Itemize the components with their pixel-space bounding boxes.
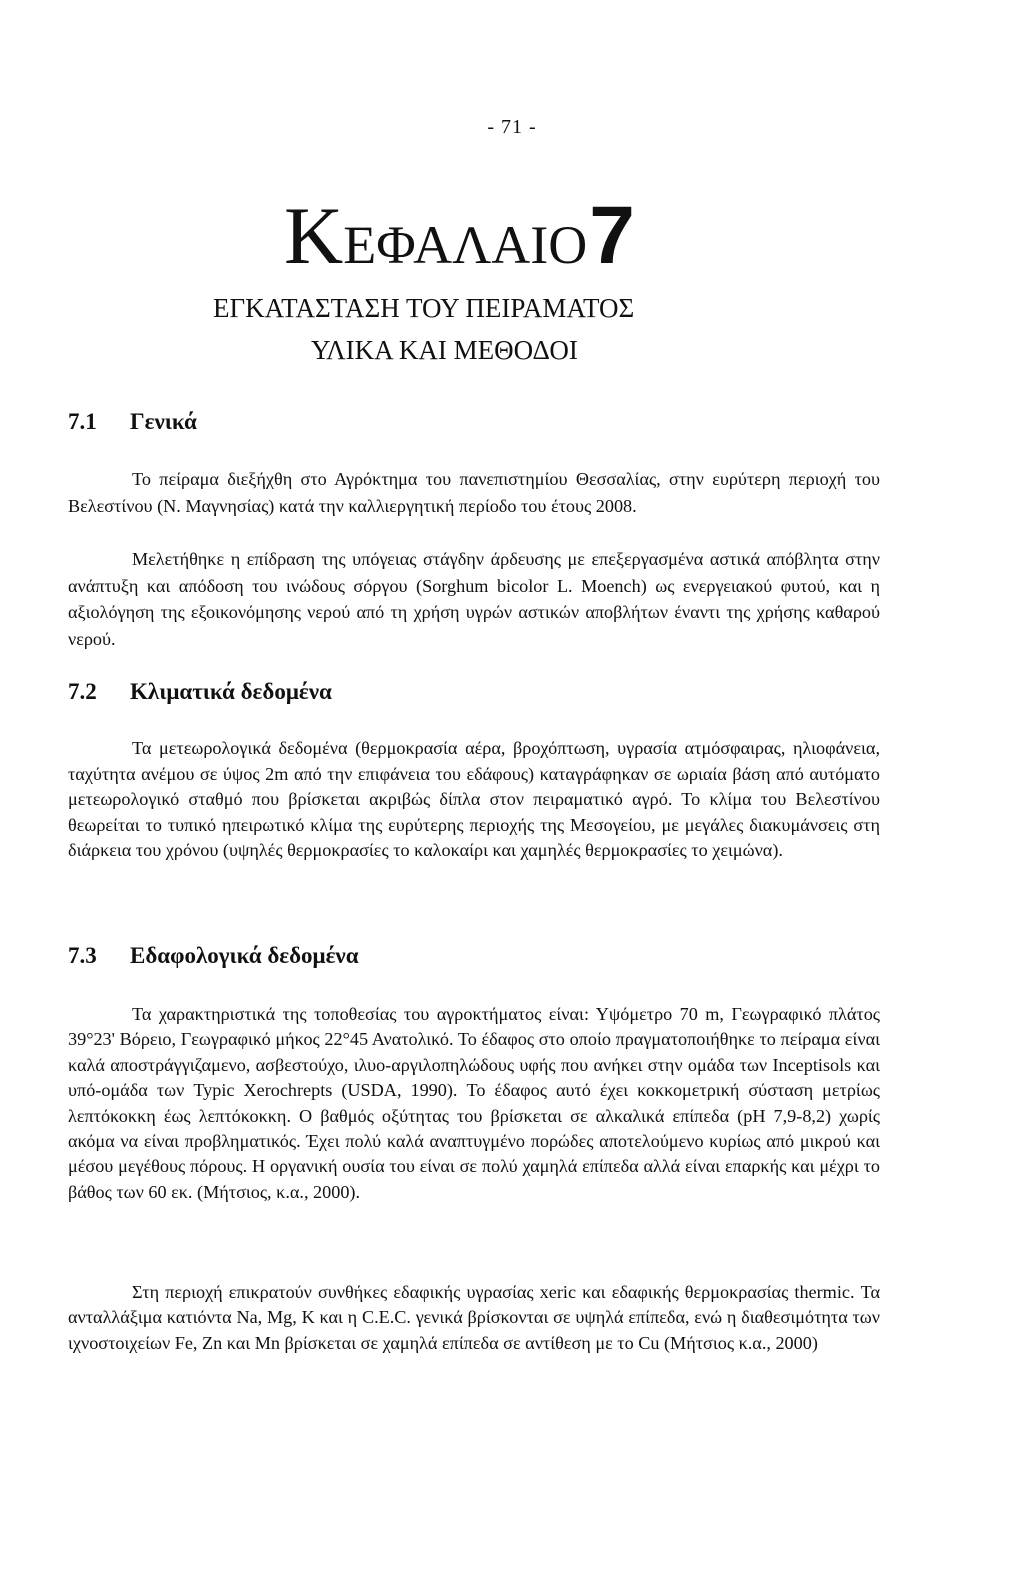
section-heading-7-2	[68, 678, 332, 706]
section-title: Κλιματικά δεδομένα	[130, 679, 332, 704]
paragraph-7-2-a: Τα μετεωρολογικά δεδομένα (θερμοκρασία αέρα, βροχόπτωση, υγρασία ατμόσφαιρας, ηλιοφάνεια, ταχύτητα ανέμου σε ύψος 2m από την επιφάνεια του εδάφους) καταγράφηκαν σε ωριαία βάση από αυτόματο μετεωρολογικό σταθμό που βρίσκεται ακριβώς δίπλα στον πειραματικό αγρό. Το κλίμα του Βελεστίνου θεωρείται το τυπικό ηπειρωτικό κλίμα της ευρύτερης περιοχής της Μεσογείου, με μεγάλες διακυμάνσεις στη διάρκεια του χρόνου (υψηλές θερμοκρασίες το καλοκαίρι και χαμηλές θερμοκρασίες το χειμώνα).	[68, 738, 880, 861]
page-number: - 71 -	[487, 116, 537, 138]
paragraph-7-1-a: Το πείραμα διεξήχθη στο Αγρόκτημα του πανεπιστημίου Θεσσαλίας, στην ευρύτερη περιοχή του Βελεστίνου (Ν. Μαγνησίας) κατά την καλλιεργητική περίοδο του έτους 2008.	[68, 469, 880, 516]
section-number: 7.1	[68, 409, 97, 434]
section-heading-7-1	[68, 408, 197, 436]
chapter-subtitle-line2: ΥΛΙΚΑ ΚΑΙ ΜΕΘΟΔΟΙ	[311, 335, 578, 365]
section-title: Γενικά	[130, 409, 197, 434]
paragraph-7-3-a: Τα χαρακτηριστικά της τοποθεσίας του αγροκτήματος είναι: Υψόμετρο 70 m, Γεωγραφικό πλάτος 39°23' Βόρειο, Γεωγραφικό μήκος 22°45 Ανατολικό. Το έδαφος στο οποίο πραγματοποιήθηκε το πείραμα είναι καλά αποστράγγιζαμενο, ασβεστούχο, ιλυο-αργιλοπηλώδους υφής που ανήκει στην ομάδα των Inceptisols και υπό-ομάδα των Typic Xerochrepts (USDA, 1990). Το έδαφος αυτό έχει κοκκομετρική σύσταση μετρίως λεπτόκοκκη έως λεπτόκοκκη. Ο βαθμός οξύτητας του βρίσκεται σε αλκαλικά επίπεδα (pH 7,9-8,2) χωρίς ακόμα να είναι προβληματικός. Έχει πολύ καλά αναπτυγμένο πορώδες αποτελούμενο κυρίως από μικρού και μέσου μεγέθους πόρους. Η οργανική ουσία του είναι σε πολύ χαμηλά επίπεδα αλλά είναι επαρκής και μέχρι το βάθος των 60 εκ. (Μήτσιος, κ.α., 2000).	[68, 1004, 880, 1202]
section-number: 7.2	[68, 679, 97, 704]
chapter-label-rest: ΕΦΑΛΑΙΟ	[343, 215, 588, 275]
chapter-number: 7	[589, 190, 635, 281]
section-heading-7-3	[68, 942, 359, 970]
paragraph-7-3-b: Στη περιοχή επικρατούν συνθήκες εδαφικής υγρασίας xeric και εδαφικής θερμοκρασίας thermic. Τα ανταλλάξιμα κατιόντα Na, Mg, K και η C.E.C. γενικά βρίσκονται σε υψηλά επίπεδα, ενώ η διαθεσιμότητα των ιχνοστοιχείων Fe, Zn και Mn βρίσκεται σε χαμηλά επίπεδα σε αντίθεση με το Cu (Μήτσιος κ.α., 2000)	[68, 1282, 880, 1353]
paragraph-7-1-b: Μελετήθηκε η επίδραση της υπόγειας στάγδην άρδευσης με επεξεργασμένα αστικά απόβλητα στην ανάπτυξη και απόδοση του ινώδους σόργου (Sorghum bicolor L. Moench) ως ενεργειακού φυτού, και η αξιολόγηση της εξοικονόμησης νερού από τη χρήση υγρών αστικών αποβλήτων έναντι της χρήσης καθαρού νερού.	[68, 549, 880, 649]
chapter-subtitle-line1: ΕΓΚΑΤΑΣΤΑΣΗ ΤΟΥ ΠΕΙΡΑΜΑΤΟΣ	[213, 293, 635, 323]
section-number: 7.3	[68, 943, 97, 968]
section-title: Εδαφολογικά δεδομένα	[130, 943, 359, 968]
chapter-title	[284, 190, 635, 281]
chapter-label-initial: Κ	[284, 190, 344, 281]
